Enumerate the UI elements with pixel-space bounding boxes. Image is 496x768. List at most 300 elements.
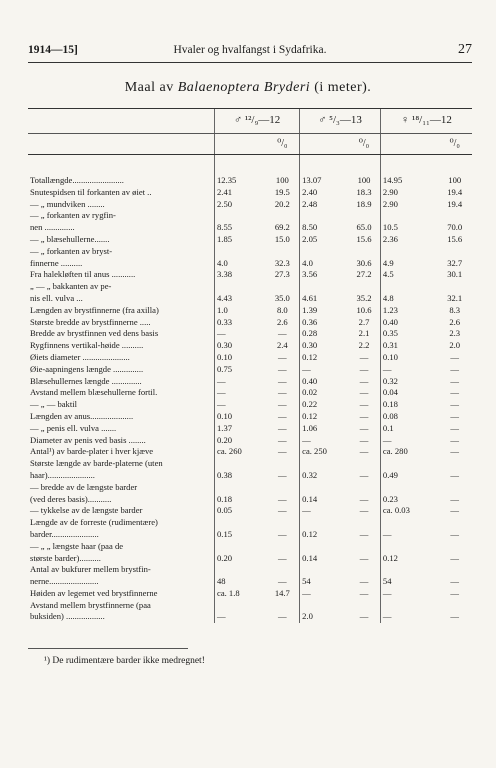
cell-percent: 19.4 <box>447 186 463 197</box>
row-label: Diameter av penis ved basis ........ <box>30 434 146 445</box>
cell-percent: — <box>450 552 460 563</box>
cell-meters <box>380 564 437 576</box>
cell-meters: 4.8 <box>380 293 437 305</box>
cell-percent <box>348 246 380 258</box>
cell-meters: 0.10 <box>215 411 266 423</box>
cell-percent: — <box>450 387 460 398</box>
title-prefix: Maal av <box>124 80 178 95</box>
table-row <box>28 529 472 541</box>
column-header-specimen: ♂ ¹²/₉—12 <box>215 109 300 134</box>
cell-percent <box>437 458 472 470</box>
cell-percent: 15.6 <box>447 233 463 244</box>
row-label: finnerne .......... <box>30 257 83 268</box>
row-label: barder...................... <box>30 528 99 539</box>
table-row <box>28 458 472 470</box>
cell-meters: 2.0 <box>300 611 348 623</box>
cell-meters: — <box>380 435 437 447</box>
cell-percent: — <box>450 422 460 433</box>
spacer-cell <box>215 155 266 176</box>
cell-meters: 0.10 <box>380 352 437 364</box>
cell-percent: 35.2 <box>356 292 372 303</box>
cell-percent: 20.2 <box>274 198 290 209</box>
cell-percent: — <box>359 505 369 516</box>
cell-percent: 30.6 <box>356 257 372 268</box>
table-row <box>28 553 472 565</box>
cell-meters: 2.48 <box>300 199 348 211</box>
row-label: Største bredde av brystfinnerne ..... <box>30 316 151 327</box>
cell-meters <box>215 210 266 222</box>
table-row <box>28 340 472 352</box>
row-label: Bredde av brystfinnen ved dens basis <box>30 328 159 339</box>
cell-meters: — <box>300 588 348 600</box>
cell-percent: 69.2 <box>274 222 290 233</box>
header-title: Hvaler og hvalfangst i Sydafrika. <box>173 44 327 56</box>
cell-meters: 4.5 <box>380 269 437 281</box>
row-label: Øiets diameter ...................... <box>30 351 130 362</box>
header-row-specimens <box>28 109 472 134</box>
row-label: — „ forkanten av rygfin- <box>30 210 116 221</box>
cell-meters <box>215 600 266 612</box>
column-header-percent: ⁰/₀ <box>348 134 380 155</box>
row-label: — „ penis ell. vulva ....... <box>30 422 117 433</box>
cell-percent: 2.3 <box>449 328 461 339</box>
cell-meters <box>380 600 437 612</box>
cell-percent <box>348 600 380 612</box>
table-row <box>28 387 472 399</box>
cell-percent <box>266 458 300 470</box>
row-label: haar)...................... <box>30 469 95 480</box>
row-label: Øie-aapningens længde .............. <box>30 363 144 374</box>
table-row <box>28 175 472 187</box>
cell-meters: 0.22 <box>300 399 348 411</box>
cell-meters: — <box>215 387 266 399</box>
table-title <box>0 80 496 96</box>
table-row <box>28 576 472 588</box>
cell-percent: — <box>359 399 369 410</box>
table-row <box>28 246 472 258</box>
row-label: Blæsehullernes længde .............. <box>30 375 142 386</box>
header-empty-cell <box>28 109 215 134</box>
cell-percent: 27.3 <box>274 269 290 280</box>
cell-meters: 0.33 <box>215 317 266 329</box>
cell-meters <box>380 482 437 494</box>
cell-percent <box>348 517 380 529</box>
table-row <box>28 482 472 494</box>
row-label: — bredde av de længste barder <box>30 481 138 492</box>
cell-percent: — <box>450 363 460 374</box>
table-row <box>28 281 472 293</box>
cell-meters: 0.12 <box>380 553 437 565</box>
table-row <box>28 269 472 281</box>
cell-meters: 0.20 <box>215 553 266 565</box>
cell-meters: 0.14 <box>300 494 348 506</box>
cell-meters: 0.18 <box>380 399 437 411</box>
row-label: — tykkelse av de længste barder <box>30 505 143 516</box>
table-row <box>28 352 472 364</box>
cell-meters: ca. 260 <box>215 446 266 458</box>
cell-percent: — <box>450 576 460 587</box>
cell-percent: — <box>450 446 460 457</box>
row-label: „ — „ bakkanten av pe- <box>30 281 112 292</box>
cell-meters: 0.31 <box>380 340 437 352</box>
cell-percent: — <box>450 469 460 480</box>
cell-percent: — <box>359 434 369 445</box>
cell-percent: 19.5 <box>274 186 290 197</box>
table-row <box>28 411 472 423</box>
header-year: 1914—15] <box>28 44 78 56</box>
table-row <box>28 399 472 411</box>
cell-percent: — <box>359 375 369 386</box>
cell-meters: — <box>380 611 437 623</box>
cell-meters: 0.40 <box>380 317 437 329</box>
cell-percent <box>266 246 300 258</box>
footnote <box>44 656 205 666</box>
cell-meters: 2.41 <box>215 187 266 199</box>
cell-percent <box>348 564 380 576</box>
cell-meters: 0.28 <box>300 328 348 340</box>
cell-percent: 35.0 <box>274 292 290 303</box>
footnote-text: De rudimentære barder ikke medregnet! <box>52 656 205 666</box>
cell-percent: — <box>278 505 287 516</box>
cell-percent: 18.9 <box>356 198 372 209</box>
cell-percent: 18.3 <box>356 186 372 197</box>
cell-percent: — <box>278 552 287 563</box>
cell-percent: — <box>359 351 369 362</box>
row-label: Avstand mellem brystfinnerne (paa <box>30 599 151 610</box>
cell-meters: 0.32 <box>380 376 437 388</box>
cell-meters: 0.49 <box>380 470 437 482</box>
cell-meters: 1.06 <box>300 423 348 435</box>
row-label: — „ blæsehullerne....... <box>30 233 110 244</box>
cell-percent: — <box>359 446 369 457</box>
cell-percent <box>266 210 300 222</box>
cell-meters: 0.14 <box>300 553 348 565</box>
cell-meters <box>380 458 437 470</box>
table-row <box>28 364 472 376</box>
table-row <box>28 435 472 447</box>
cell-percent <box>437 600 472 612</box>
cell-percent <box>437 517 472 529</box>
cell-meters: 0.30 <box>300 340 348 352</box>
cell-meters: 0.32 <box>300 470 348 482</box>
row-label: Længden av brystfinnerne (fra axilla) <box>30 304 159 315</box>
cell-meters: — <box>215 328 266 340</box>
cell-percent: 8.3 <box>449 304 461 315</box>
cell-meters: 12.35 <box>215 175 266 187</box>
cell-percent: 100 <box>448 175 462 185</box>
table-row <box>28 258 472 270</box>
cell-meters: 0.23 <box>380 494 437 506</box>
row-label: Rygfinnens vertikal-høide .......... <box>30 340 144 351</box>
cell-percent: — <box>278 410 287 421</box>
cell-meters: 14.95 <box>380 175 437 187</box>
row-label: Avstand mellem blæsehullerne fortil. <box>30 387 158 398</box>
row-label: Længde av de forreste (rudimentære) <box>30 517 158 528</box>
cell-percent: — <box>450 375 460 386</box>
table-row <box>28 293 472 305</box>
cell-percent: — <box>450 351 460 362</box>
cell-meters: 1.37 <box>215 423 266 435</box>
cell-percent: 2.0 <box>449 340 461 351</box>
row-label: Længden av anus.................... <box>30 410 134 421</box>
row-label: Antal av bukfurer mellem brystfin- <box>30 564 151 575</box>
cell-percent: — <box>359 611 369 622</box>
cell-meters: — <box>215 376 266 388</box>
cell-percent: 19.4 <box>447 198 463 209</box>
cell-meters: 0.40 <box>300 376 348 388</box>
cell-meters: 2.50 <box>215 199 266 211</box>
row-label: nerne....................... <box>30 576 99 587</box>
cell-meters: — <box>380 364 437 376</box>
footnote-mark: ¹) <box>44 656 51 666</box>
cell-meters: 0.35 <box>380 328 437 340</box>
row-label: — „ forkanten av bryst- <box>30 245 113 256</box>
cell-percent: — <box>278 528 287 539</box>
cell-percent: — <box>278 399 287 410</box>
cell-percent: 32.1 <box>447 292 463 303</box>
cell-percent: 2.2 <box>358 340 370 351</box>
cell-percent: 100 <box>275 175 289 185</box>
cell-meters <box>380 517 437 529</box>
cell-meters: 8.55 <box>215 222 266 234</box>
table-row <box>28 505 472 517</box>
cell-meters: ca. 250 <box>300 446 348 458</box>
spacer-cell <box>380 155 437 176</box>
cell-meters: — <box>215 399 266 411</box>
row-label: Totallængde........................ <box>30 175 124 185</box>
cell-percent: — <box>278 363 287 374</box>
table-row <box>28 470 472 482</box>
cell-percent: 70.0 <box>447 222 463 233</box>
table-row <box>28 446 472 458</box>
cell-meters: — <box>380 588 437 600</box>
cell-percent <box>266 482 300 494</box>
cell-meters <box>215 281 266 293</box>
column-header-meters <box>215 134 266 155</box>
table-row <box>28 234 472 246</box>
cell-meters: 10.5 <box>380 222 437 234</box>
cell-percent <box>266 281 300 293</box>
cell-percent: 100 <box>357 175 371 185</box>
cell-meters: 1.85 <box>215 234 266 246</box>
cell-meters: — <box>215 611 266 623</box>
spacer-cell <box>28 155 215 176</box>
cell-percent <box>266 541 300 553</box>
cell-percent <box>437 482 472 494</box>
cell-percent <box>437 281 472 293</box>
cell-meters: — <box>300 364 348 376</box>
column-header-percent: ⁰/₀ <box>437 134 472 155</box>
cell-percent: — <box>359 528 369 539</box>
cell-percent: — <box>450 399 460 410</box>
cell-percent: — <box>450 528 460 539</box>
cell-percent: — <box>359 363 369 374</box>
cell-meters: 48 <box>215 576 266 588</box>
cell-meters: 0.08 <box>380 411 437 423</box>
cell-meters: 2.90 <box>380 187 437 199</box>
cell-meters: 4.43 <box>215 293 266 305</box>
cell-percent: — <box>359 493 369 504</box>
cell-meters: — <box>300 505 348 517</box>
row-label: — „ — baktil <box>30 399 78 410</box>
cell-meters: 4.9 <box>380 258 437 270</box>
row-label: største barder).......... <box>30 552 101 563</box>
cell-meters: — <box>380 529 437 541</box>
cell-meters: 2.05 <box>300 234 348 246</box>
cell-meters <box>380 281 437 293</box>
table-row <box>28 376 472 388</box>
table-row <box>28 210 472 222</box>
cell-percent: 10.6 <box>356 304 372 315</box>
cell-meters: 0.15 <box>215 529 266 541</box>
row-label: Fra halekløften til anus ........... <box>30 269 136 280</box>
cell-meters: 13.07 <box>300 175 348 187</box>
row-label: Antal¹) av barde-plater i hver kjæve <box>30 446 154 457</box>
cell-meters: 0.12 <box>300 352 348 364</box>
row-label: — „ mundviken ........ <box>30 198 105 209</box>
spacer-cell <box>348 155 380 176</box>
cell-meters <box>300 210 348 222</box>
spacer-row <box>28 155 472 176</box>
cell-meters: 3.56 <box>300 269 348 281</box>
title-suffix: (i meter). <box>310 80 372 95</box>
cell-meters <box>300 458 348 470</box>
cell-percent: — <box>359 387 369 398</box>
cell-meters: — <box>300 435 348 447</box>
cell-percent: — <box>278 493 287 504</box>
table-row <box>28 305 472 317</box>
cell-meters: 4.0 <box>215 258 266 270</box>
cell-meters: 0.30 <box>215 340 266 352</box>
cell-meters: 1.39 <box>300 305 348 317</box>
column-header-specimen: ♀ ¹⁸/₁₁—12 <box>380 109 472 134</box>
row-label: (ved deres basis)........... <box>30 493 112 504</box>
row-label: nis ell. vulva ... <box>30 292 83 303</box>
cell-meters: 0.18 <box>215 494 266 506</box>
cell-meters: 1.0 <box>215 305 266 317</box>
cell-meters: 54 <box>380 576 437 588</box>
cell-percent: 65.0 <box>356 222 372 233</box>
cell-meters <box>380 246 437 258</box>
header-rule <box>28 62 472 63</box>
cell-percent: — <box>359 576 369 587</box>
cell-meters: 0.02 <box>300 387 348 399</box>
cell-meters: 0.38 <box>215 470 266 482</box>
cell-percent <box>437 246 472 258</box>
cell-percent <box>266 564 300 576</box>
table-row <box>28 494 472 506</box>
cell-meters: ca. 1.8 <box>215 588 266 600</box>
spacer-cell <box>437 155 472 176</box>
cell-percent: 32.3 <box>274 257 290 268</box>
cell-percent: 8.0 <box>276 304 288 315</box>
cell-percent: — <box>278 351 287 362</box>
cell-meters: 0.04 <box>380 387 437 399</box>
cell-percent: — <box>450 410 460 421</box>
header-row-units <box>28 134 472 155</box>
table-row <box>28 600 472 612</box>
cell-percent: 27.2 <box>356 269 372 280</box>
column-header-meters <box>380 134 437 155</box>
cell-percent: — <box>278 611 287 622</box>
cell-percent: — <box>278 387 287 398</box>
cell-percent: — <box>359 422 369 433</box>
table-row <box>28 423 472 435</box>
cell-meters <box>300 600 348 612</box>
table-row <box>28 564 472 576</box>
table-row <box>28 187 472 199</box>
cell-percent: 15.0 <box>274 233 290 244</box>
cell-percent: 2.7 <box>358 316 370 327</box>
cell-meters <box>300 541 348 553</box>
cell-meters <box>300 517 348 529</box>
cell-percent: — <box>450 493 460 504</box>
table-row <box>28 541 472 553</box>
cell-percent: 2.6 <box>276 316 288 327</box>
cell-meters <box>380 210 437 222</box>
spacer-cell <box>300 155 348 176</box>
table-row <box>28 222 472 234</box>
cell-meters: 0.36 <box>300 317 348 329</box>
cell-meters <box>300 482 348 494</box>
cell-meters: 2.40 <box>300 187 348 199</box>
cell-meters <box>215 564 266 576</box>
cell-percent: — <box>359 410 369 421</box>
cell-percent <box>437 210 472 222</box>
cell-meters <box>300 246 348 258</box>
measurement-table <box>28 108 472 623</box>
cell-meters <box>215 517 266 529</box>
row-label: buksiden) .................. <box>30 611 105 622</box>
cell-percent: — <box>278 469 287 480</box>
cell-meters <box>215 458 266 470</box>
row-label: Høiden av legemet ved brystfinnerne <box>30 587 158 598</box>
cell-percent: — <box>278 328 287 339</box>
cell-percent <box>348 541 380 553</box>
cell-percent: — <box>450 434 460 445</box>
cell-percent: 32.7 <box>447 257 463 268</box>
table-row <box>28 199 472 211</box>
cell-percent <box>348 281 380 293</box>
cell-meters: 0.20 <box>215 435 266 447</box>
cell-percent: — <box>450 611 460 622</box>
cell-meters: 3.38 <box>215 269 266 281</box>
cell-percent: 30.1 <box>447 269 463 280</box>
cell-meters <box>300 564 348 576</box>
cell-percent <box>437 541 472 553</box>
cell-percent <box>266 517 300 529</box>
row-label: nen .............. <box>30 222 75 233</box>
cell-meters: 0.10 <box>215 352 266 364</box>
cell-percent <box>348 458 380 470</box>
cell-percent: 14.7 <box>274 587 290 598</box>
row-label: — „ „ længste haar (paa de <box>30 540 124 551</box>
cell-meters <box>300 281 348 293</box>
cell-percent <box>266 600 300 612</box>
cell-percent: — <box>278 422 287 433</box>
cell-meters: 0.05 <box>215 505 266 517</box>
cell-meters: 54 <box>300 576 348 588</box>
running-header <box>28 44 472 60</box>
cell-meters: 0.1 <box>380 423 437 435</box>
cell-meters: 2.36 <box>380 234 437 246</box>
cell-percent <box>437 564 472 576</box>
cell-percent: — <box>278 576 287 587</box>
cell-meters: ca. 0.03 <box>380 505 437 517</box>
cell-percent: — <box>359 587 369 598</box>
table-row <box>28 328 472 340</box>
cell-meters <box>215 246 266 258</box>
